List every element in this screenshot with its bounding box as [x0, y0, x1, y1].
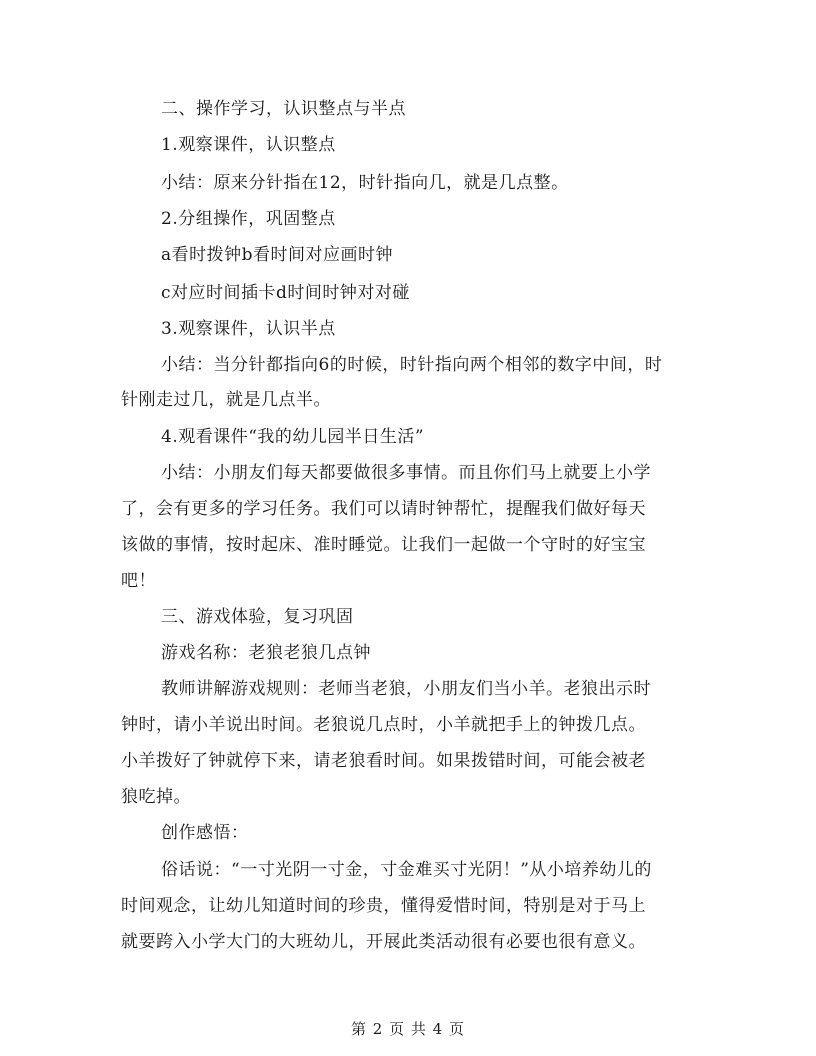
paragraph-line: 4.观看课件“我的幼儿园半日生活” — [161, 427, 425, 447]
section-heading: 二、操作学习，认识整点与半点 — [161, 99, 406, 119]
paragraph-line: 小结：当分针都指向6的时候，时针指向两个相邻的数字中间，时 — [161, 355, 663, 375]
paragraph-line: 了，会有更多的学习任务。我们可以请时钟帮忙，提醒我们做好每天 — [121, 499, 646, 519]
paragraph-line: 针刚走过几，就是几点半。 — [121, 390, 331, 410]
paragraph-line: 时间观念，让幼儿知道时间的珍贵，懂得爱惜时间，特别是对于马上 — [121, 896, 646, 916]
paragraph-line: 小结：原来分针指在12，时针指向几，就是几点整。 — [161, 173, 569, 193]
paragraph-line: c对应时间插卡d时间时钟对对碰 — [161, 283, 410, 303]
paragraph-line: 1.观察课件，认识整点 — [161, 135, 336, 155]
paragraph-line: 就要跨入小学大门的大班幼儿，开展此类活动很有必要也很有意义。 — [121, 932, 646, 952]
paragraph-line: 小结：小朋友们每天都要做很多事情。而且你们马上就要上小学 — [161, 463, 651, 483]
paragraph-line: 游戏名称：老狼老狼几点钟 — [161, 643, 371, 663]
paragraph-line: 教师讲解游戏规则：老师当老狼，小朋友们当小羊。老狼出示时 — [161, 679, 651, 699]
paragraph-line: 该做的事情，按时起床、准时睡觉。让我们一起做一个守时的好宝宝 — [121, 535, 646, 555]
paragraph-line: 狼吃掉。 — [121, 787, 191, 807]
page-number-footer: 第 2 页 共 4 页 — [351, 1020, 465, 1038]
paragraph-line: 2.分组操作，巩固整点 — [161, 209, 336, 229]
section-heading: 三、游戏体验，复习巩固 — [161, 607, 354, 627]
paragraph-line: 小羊拨好了钟就停下来，请老狼看时间。如果拨错时间，可能会被老 — [121, 751, 646, 771]
paragraph-line: a看时拨钟b看时间对应画时钟 — [161, 245, 394, 265]
paragraph-line: 3.观察课件，认识半点 — [161, 319, 336, 339]
paragraph-line: 俗话说：“一寸光阴一寸金，寸金难买寸光阴！”从小培养幼儿的 — [161, 860, 652, 880]
paragraph-line: 钟时，请小羊说出时间。老狼说几点时，小羊就把手上的钟拨几点。 — [121, 715, 646, 735]
paragraph-line: 吧！ — [121, 571, 156, 591]
paragraph-line: 创作感悟： — [161, 823, 249, 843]
